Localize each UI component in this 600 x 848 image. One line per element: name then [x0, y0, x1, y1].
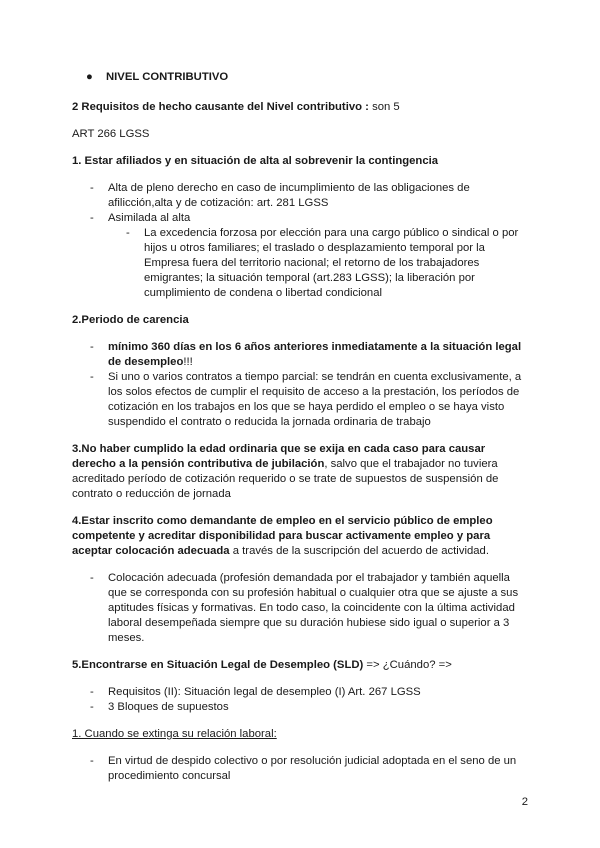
requisitos-heading: 2 Requisitos de hecho causante del Nivel contributivo :	[72, 101, 369, 113]
requisitos-count: son 5	[372, 101, 400, 113]
nivel-title	[86, 70, 528, 85]
nivel-title-text: NIVEL CONTRIBUTIVO	[106, 71, 229, 83]
dash-icon: -	[126, 227, 130, 239]
req2-item1-bold: mínimo 360 días en los 6 años anteriores inmediatamente a la situación legal de desempleo	[108, 341, 522, 368]
dash-icon: -	[90, 572, 94, 584]
list-item	[72, 685, 528, 700]
list-item	[72, 340, 528, 370]
req3-rest: , salvo que el trabajador no tuviera acreditado período de cotización requerido o se trate de supuestos de suspensión de contrato o reducción de jornada	[72, 458, 499, 500]
req5-item-2: 3 Bloques de supuestos	[108, 701, 229, 713]
req3-bold: 3.No haber cumplido la edad ordinaria que se exija en cada caso para causar derecho a la pensión contributiva de jubilación	[72, 443, 486, 470]
req2-item-2: Si uno o varios contratos a tiempo parcial: se tendrán en cuenta exclusivamente, a los solos efectos de cumplir el requisito de acceso a la prestación, los períodos de cotización en los trabajos en los que se haya perdido el empleo o se haya visto suspendido el contrato o reducida la jornada ordinaria de trabajo	[108, 371, 522, 428]
dash-icon: -	[90, 182, 94, 194]
req2-item1-tail: !!!	[183, 356, 193, 368]
req3-paragraph	[72, 442, 528, 502]
req4-bold: 4.Estar inscrito como demandante de empleo en el servicio público de empleo competente y acreditar disponibilidad para buscar activamente empleo y para aceptar colocación adecuada	[72, 515, 493, 557]
req4-item: Colocación adecuada (profesión demandada por el trabajador y también aquella que se corresponda con su profesión habitual o cualquier otra que se ajuste a sus aptitudes físicas y formativas. En todo caso, la coincidente con la última actividad laboral desempeñada siempre que su duración hubiese sido igual o superior a 3 meses.	[108, 572, 519, 644]
req1-heading: 1. Estar afiliados y en situación de alta al sobrevenir la contingencia	[72, 155, 439, 167]
list-item	[72, 370, 528, 430]
list-subitem	[72, 226, 528, 301]
document-page	[72, 70, 528, 784]
section1-item: En virtud de despido colectivo o por resolución judicial adoptada en el seno de un procedimiento concursal	[108, 755, 517, 782]
list-item	[72, 571, 528, 646]
req5-item-1: Requisitos (II): Situación legal de desempleo (I) Art. 267 LGSS	[108, 686, 421, 698]
page-number: 2	[521, 796, 528, 808]
req1-subitem: La excedencia forzosa por elección para una cargo público o sindical o por hijos u otros familiares; el traslado o desplazamiento temporal por la Empresa fuera del territorio nacional; el retorno de los trabajadores emigrantes; la situación temporal (art.283 LGSS); la liberación por cumplimiento de condena o libertad condicional	[144, 227, 519, 299]
req5-rest: => ¿Cuándo? =>	[363, 659, 452, 671]
dash-icon: -	[90, 212, 94, 224]
list-item	[72, 754, 528, 784]
list-item	[72, 181, 528, 211]
bullet-dot-icon: ●	[86, 71, 93, 83]
req5-bold: 5.Encontrarse en Situación Legal de Desempleo (SLD)	[72, 659, 364, 671]
req1-item-2: Asimilada al alta	[108, 212, 191, 224]
req1-item-1: Alta de pleno derecho en caso de incumplimiento de las obligaciones de afilicción,alta y de cotización: art. 281 LGSS	[108, 182, 470, 209]
art-reference: ART 266 LGSS	[72, 128, 150, 140]
requisitos-line	[72, 100, 528, 115]
dash-icon: -	[90, 701, 94, 713]
section1-heading: 1. Cuando se extinga su relación laboral:	[72, 728, 277, 740]
dash-icon: -	[90, 341, 94, 353]
dash-icon: -	[90, 755, 94, 767]
req5-paragraph	[72, 658, 528, 673]
list-item	[72, 700, 528, 715]
req4-paragraph	[72, 514, 528, 559]
req4-rest: a través de la suscripción del acuerdo de actividad.	[229, 545, 489, 557]
dash-icon: -	[90, 686, 94, 698]
dash-icon: -	[90, 371, 94, 383]
req2-heading: 2.Periodo de carencia	[72, 314, 189, 326]
list-item	[72, 211, 528, 226]
